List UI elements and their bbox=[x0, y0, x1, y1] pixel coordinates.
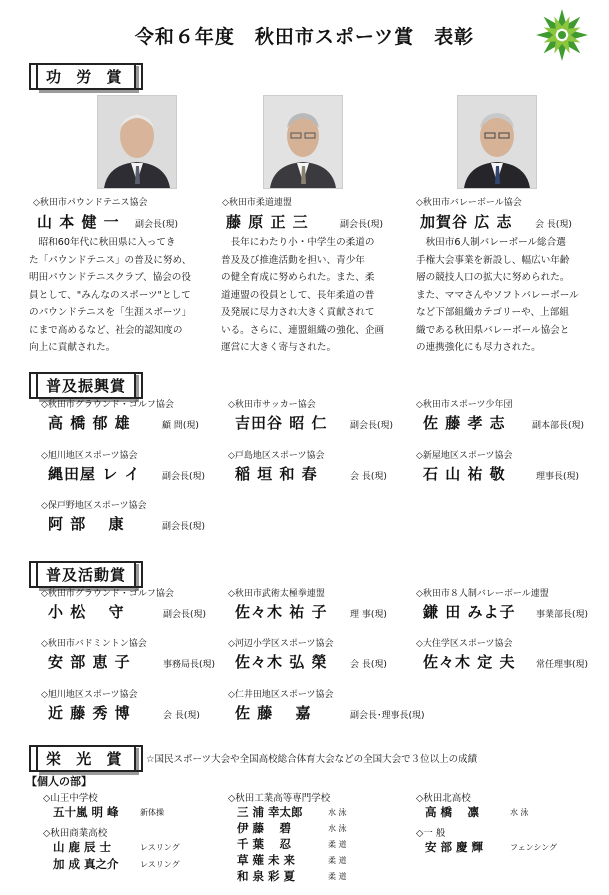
katsudo-name: 小 松 守 bbox=[48, 603, 125, 621]
shinko-role: 副会長(現) bbox=[162, 522, 206, 532]
katsudo-org: ◇大住学区スポーツ協会 bbox=[416, 639, 513, 649]
shinko-org: ◇秋田市サッカー協会 bbox=[228, 400, 316, 410]
eiko-member-name: 三 浦 幸太郎 bbox=[237, 805, 303, 819]
desc-line: いる。さらに、連盟組織の強化、企画 bbox=[221, 324, 385, 336]
katsudo-name: 近 藤 秀 博 bbox=[48, 704, 131, 722]
section-banner-fukyu-katsudo: 普及活動賞 bbox=[36, 561, 136, 588]
shinko-name: 縄田屋 レ イ bbox=[48, 465, 141, 483]
page-title: 令和６年度 秋田市スポーツ賞 表彰 bbox=[134, 26, 475, 48]
katsudo-name: 佐々木 祐 子 bbox=[235, 603, 328, 621]
desc-line: にまで高めるなど、社会的認知度の bbox=[29, 324, 183, 336]
desc-line: 明田パウンドテニスクラブ、協会の役 bbox=[29, 272, 191, 283]
akita-city-flower-logo-icon bbox=[535, 8, 589, 62]
eiko-member-name: 安 部 慶 輝 bbox=[425, 840, 484, 854]
eiko-member-name: 山 鹿 辰 士 bbox=[53, 840, 112, 854]
desc-line: 道連盟の役員として、長年柔道の普 bbox=[221, 289, 375, 301]
katsudo-org: ◇秋田市バドミントン協会 bbox=[41, 639, 147, 649]
eiko-member-name: 和 泉 彩 夏 bbox=[237, 869, 296, 883]
desc-line: 及発展に尽力され大きく貢献されて bbox=[221, 307, 375, 318]
desc-line: の連携強化にも尽力された。 bbox=[416, 342, 541, 353]
katsudo-name: 佐 藤 嘉 bbox=[235, 704, 312, 722]
korou-name-1: 山 本 健 一 bbox=[37, 213, 120, 231]
desc-line: た「パウンドテニス」の普及に努め、 bbox=[29, 254, 192, 266]
eiko-org: ◇秋田工業高等専門学校 bbox=[228, 793, 331, 804]
katsudo-org: ◇河辺小学区スポーツ協会 bbox=[228, 639, 334, 649]
eiko-member-name: 五十嵐 明 峰 bbox=[53, 805, 119, 819]
desc-line: 手権大会事業を新設し、幅広い年齢 bbox=[416, 254, 570, 266]
shinko-name: 石 山 祐 敬 bbox=[423, 465, 506, 483]
eiko-member-event: 水 泳 bbox=[328, 808, 347, 817]
shinko-org: ◇新屋地区スポーツ協会 bbox=[416, 451, 513, 461]
section-banner-korou: 功 労 賞 bbox=[36, 63, 136, 90]
korou-desc-2 bbox=[221, 234, 389, 357]
katsudo-role: 事業部長(現) bbox=[536, 610, 589, 620]
katsudo-name: 佐々木 定 夫 bbox=[423, 653, 516, 671]
eiko-individual-heading: 【個人の部】 bbox=[26, 775, 92, 788]
shinko-org: ◇保戸野地区スポーツ協会 bbox=[41, 501, 147, 511]
eiko-member-event: 水 泳 bbox=[510, 808, 529, 817]
desc-line: 層の競技人口の拡大に努められた。 bbox=[416, 272, 570, 283]
eiko-member-event: 水 泳 bbox=[328, 824, 347, 833]
eiko-member-name: 千 葉 忍 bbox=[237, 837, 292, 851]
shinko-role: 理事長(現) bbox=[536, 472, 580, 482]
katsudo-role: 事務局長(現) bbox=[163, 660, 216, 670]
portrait-photo bbox=[263, 95, 343, 189]
eiko-member-event: 新体操 bbox=[140, 808, 164, 817]
shinko-role: 会 長(現) bbox=[350, 472, 387, 482]
katsudo-role: 理 事(現) bbox=[350, 610, 387, 620]
eiko-member-event: レスリング bbox=[140, 843, 180, 852]
korou-role-1: 副会長(現) bbox=[135, 220, 179, 230]
desc-line: 運営に大きく寄与された。 bbox=[221, 342, 337, 353]
shinko-org: ◇戸島地区スポーツ協会 bbox=[228, 451, 325, 461]
eiko-org: ◇一 般 bbox=[416, 828, 446, 839]
desc-line: また、ママさんやソフトバレーボール bbox=[416, 289, 579, 301]
katsudo-role: 副会長(現) bbox=[163, 610, 207, 620]
shinko-name: 稲 垣 和 春 bbox=[235, 465, 318, 483]
katsudo-name: 佐々木 弘 榮 bbox=[235, 653, 328, 671]
shinko-org: ◇秋田市スポーツ少年団 bbox=[416, 400, 513, 410]
section-banner-fukyu-shinko: 普及振興賞 bbox=[36, 372, 136, 399]
korou-name-2: 藤 原 正 三 bbox=[226, 213, 309, 231]
desc-line: 長年にわたり小・中学生の柔道の bbox=[221, 237, 375, 248]
eiko-member-name: 加 成 真之介 bbox=[53, 857, 119, 871]
eiko-org: ◇秋田商業高校 bbox=[43, 828, 108, 839]
desc-line: 員として、"みんなのスポーツ"として bbox=[29, 289, 191, 301]
shinko-role: 副会長(現) bbox=[350, 421, 394, 431]
eiko-member-name: 伊 藤 碧 bbox=[237, 821, 292, 835]
desc-line: 秋田市6人制バレーボール総合選 bbox=[416, 237, 566, 248]
shinko-name: 高 橋 郁 雄 bbox=[48, 414, 131, 432]
katsudo-role: 会 長(現) bbox=[163, 711, 200, 721]
katsudo-role: 会 長(現) bbox=[350, 660, 387, 670]
eiko-member-name: 草 薙 未 来 bbox=[237, 853, 296, 867]
katsudo-role: 常任理事(現) bbox=[536, 660, 589, 670]
desc-line: 昭和60年代に秋田県に入ってき bbox=[29, 237, 176, 248]
desc-line: の健全育成に努められた。また、柔 bbox=[221, 272, 375, 283]
katsudo-org: ◇仁井田地区スポーツ協会 bbox=[228, 690, 334, 700]
katsudo-name: 鎌 田 みよ子 bbox=[423, 603, 516, 621]
eiko-org: ◇秋田北高校 bbox=[416, 793, 471, 804]
desc-line: 織である秋田県バレーボール協会と bbox=[416, 324, 570, 336]
shinko-name: 吉田谷 昭 仁 bbox=[235, 414, 328, 432]
korou-org-2: ◇秋田市柔道連盟 bbox=[222, 198, 292, 208]
shinko-name: 佐 藤 孝 志 bbox=[423, 414, 506, 432]
eiko-member-event: 柔 道 bbox=[328, 856, 347, 865]
eiko-member-event: 柔 道 bbox=[328, 840, 347, 849]
korou-role-3: 会 長(現) bbox=[535, 220, 572, 230]
shinko-name: 阿 部 康 bbox=[48, 515, 125, 533]
eiko-member-event: 柔 道 bbox=[328, 872, 347, 881]
katsudo-org: ◇旭川地区スポーツ協会 bbox=[41, 690, 138, 700]
shinko-org: ◇秋田市グラウンド・ゴルフ協会 bbox=[41, 400, 174, 410]
korou-desc-1 bbox=[29, 234, 197, 357]
desc-line: 向上に貢献された。 bbox=[29, 342, 116, 353]
desc-line: のパウンドテニスを「生涯スポーツ」 bbox=[29, 307, 192, 318]
eiko-member-event: レスリング bbox=[140, 860, 180, 869]
desc-line: 普及及び推進活動を担い、青少年 bbox=[221, 254, 365, 266]
korou-org-1: ◇秋田市パウンドテニス協会 bbox=[33, 198, 148, 208]
korou-name-3: 加賀谷 広 志 bbox=[420, 213, 513, 231]
eiko-org: ◇山王中学校 bbox=[43, 793, 98, 804]
shinko-role: 副会長(現) bbox=[162, 472, 206, 482]
eiko-member-name: 高 橋 凛 bbox=[425, 805, 480, 819]
korou-org-3: ◇秋田市バレーボール協会 bbox=[416, 198, 522, 208]
katsudo-role: 副会長･理事長(現) bbox=[350, 711, 425, 721]
desc-line: など下部組織カテゴリーや、上部組 bbox=[416, 307, 569, 318]
portrait-photo bbox=[457, 95, 537, 189]
katsudo-org: ◇秋田市武術太極拳連盟 bbox=[228, 589, 325, 599]
korou-desc-3 bbox=[416, 234, 584, 357]
katsudo-org: ◇秋田市グラウンド・ゴルフ協会 bbox=[41, 589, 174, 599]
katsudo-name: 安 部 恵 子 bbox=[48, 653, 131, 671]
eiko-member-event: フェンシング bbox=[510, 843, 558, 852]
korou-role-2: 副会長(現) bbox=[340, 220, 384, 230]
katsudo-org: ◇秋田市８人制バレーボール連盟 bbox=[416, 589, 549, 599]
shinko-role: 副本部長(現) bbox=[532, 421, 585, 431]
portrait-photo bbox=[97, 95, 177, 189]
shinko-org: ◇旭川地区スポーツ協会 bbox=[41, 451, 138, 461]
eiko-criteria-note: ☆国民スポーツ大会や全国高校総合体育大会などの全国大会で３位以上の成績 bbox=[146, 754, 478, 765]
shinko-role: 顧 問(現) bbox=[162, 421, 199, 431]
section-banner-eiko: 栄 光 賞 bbox=[36, 745, 136, 772]
